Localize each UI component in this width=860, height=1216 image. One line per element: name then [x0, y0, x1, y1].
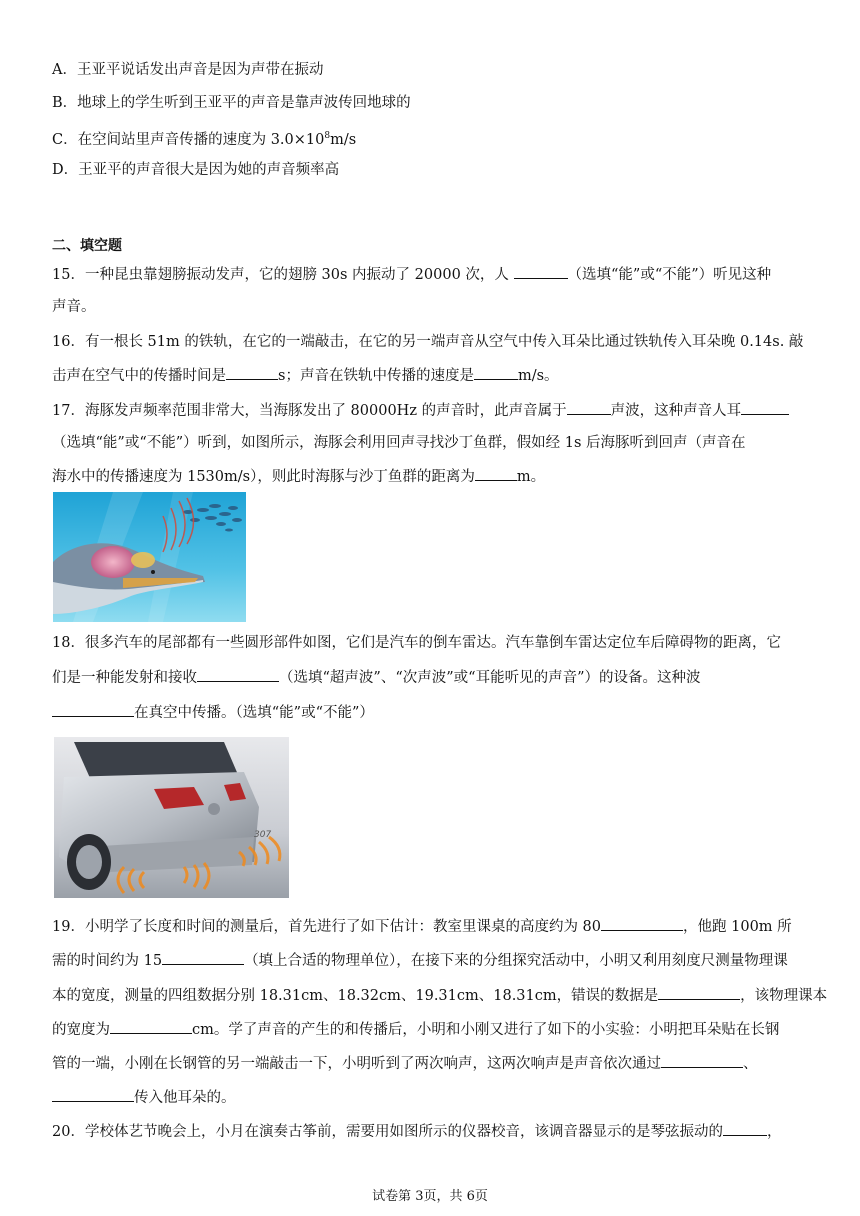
option-c [52, 126, 356, 150]
question-16-line-1: 16．有一根长 51m 的铁轨，在它的一端敲击，在它的另一端声音从空气中传入耳朵比通过铁轨传入耳朵晚 0.14s. 敲 [52, 334, 804, 350]
q17-blank-3 [475, 466, 517, 481]
q16-blank-1 [226, 365, 278, 380]
option-d: D．王亚平的声音很大是因为她的声音频率高 [52, 162, 340, 178]
question-16-line-2 [52, 365, 559, 386]
q19-text-j: 、 [743, 1056, 758, 1072]
q18-text-a: 们是一种能发射和接收 [52, 670, 197, 686]
q16-text-a: 击声在空气中的传播时间是 [52, 368, 226, 384]
question-18-line-1: 18．很多汽车的尾部都有一些圆形部件如图，它们是汽车的倒车雷达。汽车靠倒车雷达定位车后障碍物的距离，它 [52, 635, 781, 651]
option-a: A．王亚平说话发出声音是因为声带在振动 [52, 62, 324, 78]
q16-text-c: m/s。 [517, 368, 559, 384]
q17-blank-2 [741, 400, 789, 415]
q17-text-b: 声波，这种声音人耳 [610, 403, 742, 419]
question-15-line-2: 声音。 [52, 299, 96, 315]
q17-text-d: m。 [516, 469, 546, 485]
q18-blank-1 [197, 667, 279, 682]
q19-text-f: ，该物理课本 [740, 988, 828, 1004]
q19-text-d: （填上合适的物理单位），在接下来的分组探究活动中，小明又利用刻度尺测量物理课 [244, 953, 788, 969]
q19-text-h: cm。学了声音的产生的和传播后，小明和小刚又进行了如下的小实验：小明把耳朵贴在长钢 [192, 1022, 780, 1038]
q19-text-b: ，他跑 100m 所 [683, 919, 792, 935]
q20-blank-1 [723, 1121, 767, 1136]
q19-text-g: 的宽度为 [52, 1022, 110, 1038]
option-b: B．地球上的学生听到王亚平的声音是靠声波传回地球的 [52, 95, 411, 111]
section-title: 二、填空题 [52, 238, 122, 254]
q17-text-a: 17．海豚发声频率范围非常大，当海豚发出了 80000Hz 的声音时，此声音属于 [52, 403, 567, 419]
question-15-line-1 [52, 264, 771, 285]
dolphin-echolocation-figure [53, 492, 246, 622]
q19-text-e: 本的宽度，测量的四组数据分别 18.31cm、18.32cm、19.31cm、18.31cm，错误的数据是 [52, 988, 659, 1004]
q18-blank-2 [52, 702, 134, 717]
q19-text-c: 需的时间约为 15 [52, 953, 163, 969]
question-19-line-4 [52, 1019, 779, 1040]
q19-blank-1 [601, 916, 683, 931]
option-c-text: C．在空间站里声音传播的速度为 3.0×10 [52, 131, 325, 148]
q16-blank-2 [474, 365, 518, 380]
question-19-line-3 [52, 985, 827, 1006]
q17-blank-1 [567, 400, 611, 415]
q19-text-i: 管的一端，小刚在长钢管的另一端敲击一下，小明听到了两次响声，这两次响声是声音依次通过 [52, 1056, 661, 1072]
q18-text-b: （选填“超声波”、“次声波”或“耳能听见的声音”）的设备。这种波 [279, 670, 701, 686]
q16-text-b: s；声音在铁轨中传播的速度是 [278, 368, 474, 384]
option-c-unit: m/s [330, 131, 357, 148]
car-illustration [54, 737, 289, 898]
question-17-line-2: （选填“能”或“不能”）听到，如图所示，海豚会利用回声寻找沙丁鱼群，假如经 1s 后海豚听到回声（声音在 [52, 435, 746, 451]
question-19-line-2 [52, 950, 788, 971]
q15-text-a: 15．一种昆虫靠翅膀振动发声，它的翅膀 30s 内振动了 20000 次，人 [52, 267, 514, 283]
option-c-exponent: 8 [324, 131, 331, 141]
car-parking-radar-figure [54, 737, 289, 898]
q18-text-c: 在真空中传播。（选填“能”或“不能”） [134, 705, 374, 721]
q19-blank-2 [162, 950, 244, 965]
q19-text-k: 传入他耳朵的。 [134, 1090, 236, 1106]
q17-text-c: 海水中的传播速度为 1530m/s），则此时海豚与沙丁鱼群的距离为 [52, 469, 475, 485]
question-19-line-6 [52, 1087, 236, 1108]
q15-text-b: （选填“能”或“不能”）听见这种 [567, 267, 772, 283]
q20-text-b: ， [766, 1124, 782, 1140]
car-model-badge: 307 [254, 830, 272, 840]
q19-blank-5 [661, 1053, 743, 1068]
q19-blank-3 [658, 985, 740, 1000]
question-17-line-1 [52, 400, 789, 421]
page-footer: 试卷第 3页，共 6页 [372, 1189, 488, 1204]
q20-text-a: 20．学校体艺节晚会上，小月在演奏古筝前，需要用如图所示的仪器校音，该调音器显示的是琴弦振动的 [52, 1124, 723, 1140]
question-17-line-3 [52, 466, 545, 487]
question-19-line-5 [52, 1053, 758, 1074]
q19-text-a: 19．小明学了长度和时间的测量后，首先进行了如下估计：教室里课桌的高度约为 80 [52, 919, 602, 935]
dolphin-illustration [53, 492, 246, 622]
question-18-line-2 [52, 667, 700, 688]
q19-blank-6 [52, 1087, 134, 1102]
question-19-line-1 [52, 916, 792, 937]
question-20-line-1 [52, 1121, 781, 1142]
q15-blank [514, 264, 568, 279]
q19-blank-4 [110, 1019, 192, 1034]
question-18-line-3 [52, 702, 374, 723]
